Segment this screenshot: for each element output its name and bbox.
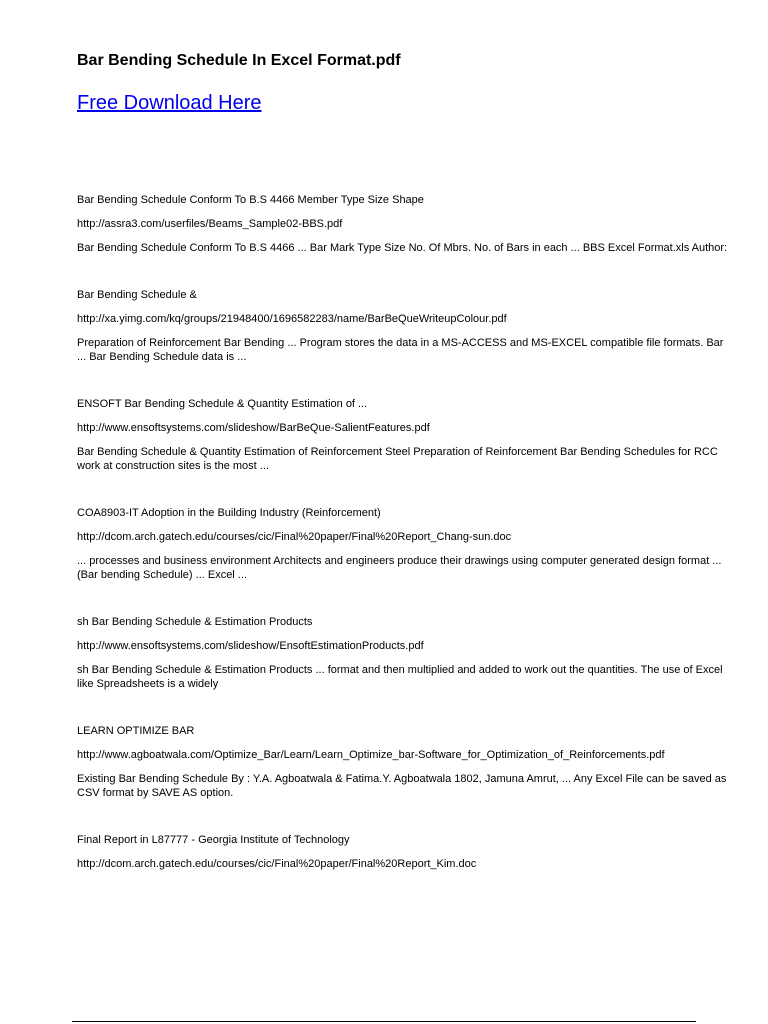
result-title: LEARN OPTIMIZE BAR <box>77 725 195 737</box>
result-title: COA8903-IT Adoption in the Building Industry (Reinforcement) <box>77 507 381 519</box>
result-item <box>77 615 732 691</box>
result-url[interactable]: http://dcom.arch.gatech.edu/courses/cic/Final%20paper/Final%20Report_Chang-sun.doc <box>77 531 512 543</box>
result-snippet: ... processes and business environment Architects and engineers produce their drawings using computer generated design format ... (Bar bending Schedule) ... Excel ... <box>77 555 722 581</box>
result-url[interactable]: http://xa.yimg.com/kq/groups/21948400/1696582283/name/BarBeQueWriteupColour.pdf <box>77 313 507 325</box>
result-title: Bar Bending Schedule Conform To B.S 4466 Member Type Size Shape <box>77 194 424 206</box>
result-url[interactable]: http://www.agboatwala.com/Optimize_Bar/Learn/Learn_Optimize_bar-Software_for_Optimization_of_Reinforcements.pdf <box>77 749 665 761</box>
result-item <box>77 724 732 800</box>
result-title: sh Bar Bending Schedule & Estimation Products <box>77 616 313 628</box>
result-snippet: Preparation of Reinforcement Bar Bending ... Program stores the data in a MS-ACCESS and MS-EXCEL compatible file formats. Bar ... Bar Bending Schedule data is ... <box>77 337 724 363</box>
result-item <box>77 288 732 364</box>
result-url[interactable]: http://assra3.com/userfiles/Beams_Sample02-BBS.pdf <box>77 218 343 230</box>
result-title: Final Report in L87777 - Georgia Institute of Technology <box>77 834 350 846</box>
result-item <box>77 506 732 582</box>
free-download-link[interactable]: Free Download Here <box>77 92 262 114</box>
result-item <box>77 833 732 871</box>
result-snippet: Existing Bar Bending Schedule By : Y.A. Agboatwala & Fatima.Y. Agboatwala 1802, Jamuna Amrut, ... Any Excel File can be saved as CSV format by SAVE AS option. <box>77 773 727 799</box>
result-snippet: sh Bar Bending Schedule & Estimation Products ... format and then multiplied and added to work out the quantities. The use of Excel like Spreadsheets is a widely <box>77 664 723 690</box>
footer-divider <box>72 1021 696 1022</box>
result-snippet: Bar Bending Schedule Conform To B.S 4466 ... Bar Mark Type Size No. Of Mbrs. No. of Bars in each ... BBS Excel Format.xls Author: <box>77 242 728 254</box>
result-url[interactable]: http://dcom.arch.gatech.edu/courses/cic/Final%20paper/Final%20Report_Kim.doc <box>77 858 477 870</box>
result-item <box>77 193 732 255</box>
result-url[interactable]: http://www.ensoftsystems.com/slideshow/BarBeQue-SalientFeatures.pdf <box>77 422 430 434</box>
result-item <box>77 397 732 473</box>
results-list <box>77 193 732 904</box>
result-title: Bar Bending Schedule & <box>77 289 197 301</box>
result-snippet: Bar Bending Schedule & Quantity Estimation of Reinforcement Steel Preparation of Reinforcement Bar Bending Schedules for RCC work at construction sites is the most ... <box>77 446 718 472</box>
page-title: Bar Bending Schedule In Excel Format.pdf <box>77 52 401 69</box>
result-title: ENSOFT Bar Bending Schedule & Quantity Estimation of ... <box>77 398 368 410</box>
result-url[interactable]: http://www.ensoftsystems.com/slideshow/EnsoftEstimationProducts.pdf <box>77 640 424 652</box>
